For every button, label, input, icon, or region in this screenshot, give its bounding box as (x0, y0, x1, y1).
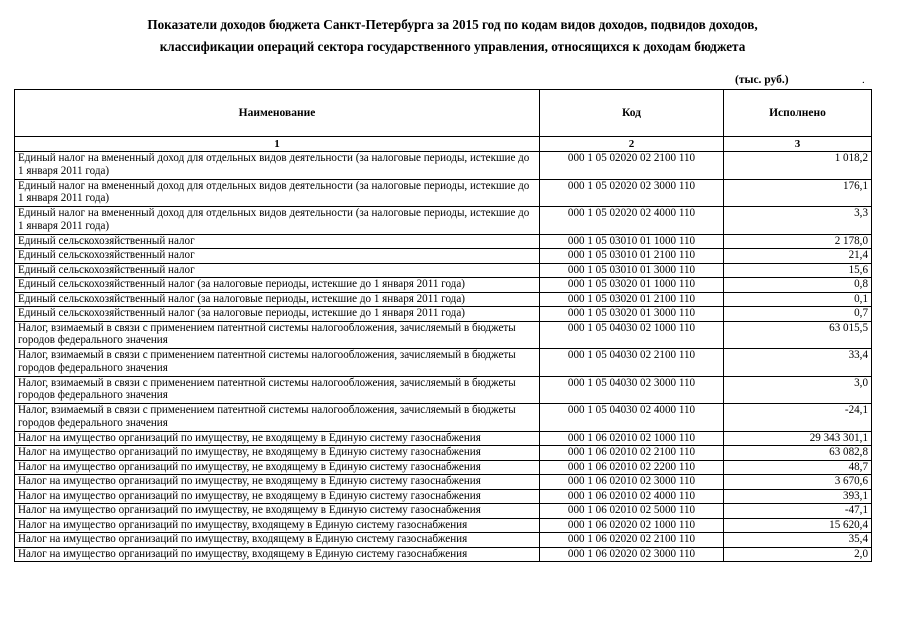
row-value: 48,7 (724, 460, 872, 475)
row-value: 21,4 (724, 249, 872, 264)
row-code: 000 1 06 02010 02 5000 110 (540, 504, 724, 519)
header-value: Исполнено (724, 90, 872, 137)
units-label: (тыс. руб.) (735, 74, 789, 86)
table-row (15, 307, 872, 322)
row-value: -24,1 (724, 404, 872, 432)
table-row (15, 446, 872, 461)
row-name: Налог на имущество организаций по имуществу, входящему в Единую систему газоснабжения (15, 547, 540, 562)
row-code: 000 1 06 02020 02 3000 110 (540, 547, 724, 562)
row-code: 000 1 05 03010 01 3000 110 (540, 263, 724, 278)
header-row (15, 90, 872, 137)
table-row (15, 533, 872, 548)
table-row (15, 475, 872, 490)
row-value: 33,4 (724, 349, 872, 377)
row-code: 000 1 05 02020 02 4000 110 (540, 207, 724, 235)
table-row (15, 547, 872, 562)
row-name: Налог на имущество организаций по имуществу, входящему в Единую систему газоснабжения (15, 518, 540, 533)
row-value: 2,0 (724, 547, 872, 562)
row-name: Налог на имущество организаций по имуществу, не входящему в Единую систему газоснабжения (15, 446, 540, 461)
title-line-2: классификации операций сектора государственного управления, относящихся к доходам бюджета (159, 39, 746, 54)
row-value: 29 343 301,1 (724, 431, 872, 446)
table-row (15, 349, 872, 377)
column-number-3: 3 (724, 137, 872, 152)
row-code: 000 1 06 02010 02 2100 110 (540, 446, 724, 461)
row-name: Налог на имущество организаций по имуществу, не входящему в Единую систему газоснабжения (15, 504, 540, 519)
column-number-1: 1 (15, 137, 540, 152)
row-value: 393,1 (724, 489, 872, 504)
row-name: Налог на имущество организаций по имуществу, не входящему в Единую систему газоснабжения (15, 431, 540, 446)
row-code: 000 1 06 02010 02 2200 110 (540, 460, 724, 475)
header-code: Код (540, 90, 724, 137)
table-row (15, 152, 872, 180)
row-name: Налог, взимаемый в связи с применением патентной системы налогообложения, зачисляемый в бюджеты городов федерального значения (15, 376, 540, 404)
row-code: 000 1 06 02010 02 4000 110 (540, 489, 724, 504)
row-code: 000 1 05 04030 02 4000 110 (540, 404, 724, 432)
row-value: 0,1 (724, 292, 872, 307)
row-name: Единый сельскохозяйственный налог (15, 263, 540, 278)
table-row (15, 278, 872, 293)
row-code: 000 1 06 02010 02 3000 110 (540, 475, 724, 490)
table-row (15, 431, 872, 446)
row-value: 0,8 (724, 278, 872, 293)
table-row (15, 207, 872, 235)
row-name: Налог на имущество организаций по имуществу, не входящему в Единую систему газоснабжения (15, 489, 540, 504)
table-row (15, 263, 872, 278)
table-row (15, 234, 872, 249)
row-code: 000 1 05 03020 01 1000 110 (540, 278, 724, 293)
row-code: 000 1 05 03010 01 2100 110 (540, 249, 724, 264)
table-row (15, 404, 872, 432)
row-name: Налог, взимаемый в связи с применением патентной системы налогообложения, зачисляемый в бюджеты городов федерального значения (15, 404, 540, 432)
row-name: Единый налог на вмененный доход для отдельных видов деятельности (за налоговые периоды, истекшие до 1 января 2011 года) (15, 207, 540, 235)
trailing-mark: . (862, 74, 865, 86)
column-number-row (15, 137, 872, 152)
row-value: 3 670,6 (724, 475, 872, 490)
row-name: Налог на имущество организаций по имуществу, не входящему в Единую систему газоснабжения (15, 460, 540, 475)
row-name: Налог на имущество организаций по имуществу, не входящему в Единую систему газоснабжения (15, 475, 540, 490)
row-value: 2 178,0 (724, 234, 872, 249)
row-value: 35,4 (724, 533, 872, 548)
row-name: Единый налог на вмененный доход для отдельных видов деятельности (за налоговые периоды, истекшие до 1 января 2011 года) (15, 179, 540, 207)
row-code: 000 1 05 04030 02 3000 110 (540, 376, 724, 404)
table-row (15, 249, 872, 264)
row-code: 000 1 05 03020 01 3000 110 (540, 307, 724, 322)
row-value: -47,1 (724, 504, 872, 519)
row-code: 000 1 06 02020 02 2100 110 (540, 533, 724, 548)
row-name: Единый сельскохозяйственный налог (за налоговые периоды, истекшие до 1 января 2011 года) (15, 278, 540, 293)
row-name: Единый сельскохозяйственный налог (15, 234, 540, 249)
row-code: 000 1 05 04030 02 2100 110 (540, 349, 724, 377)
row-code: 000 1 05 02020 02 3000 110 (540, 179, 724, 207)
table-row (15, 460, 872, 475)
table-body (15, 152, 872, 562)
row-value: 0,7 (724, 307, 872, 322)
row-code: 000 1 05 04030 02 1000 110 (540, 321, 724, 349)
table-row (15, 504, 872, 519)
table-row (15, 489, 872, 504)
row-value: 63 082,8 (724, 446, 872, 461)
row-code: 000 1 06 02010 02 1000 110 (540, 431, 724, 446)
row-name: Налог, взимаемый в связи с применением патентной системы налогообложения, зачисляемый в бюджеты городов федерального значения (15, 321, 540, 349)
row-name: Налог, взимаемый в связи с применением патентной системы налогообложения, зачисляемый в бюджеты городов федерального значения (15, 349, 540, 377)
table-row (15, 376, 872, 404)
table-row (15, 321, 872, 349)
row-value: 15 620,4 (724, 518, 872, 533)
row-value: 15,6 (724, 263, 872, 278)
row-value: 63 015,5 (724, 321, 872, 349)
document-title (0, 14, 905, 58)
row-value: 1 018,2 (724, 152, 872, 180)
title-line-1: Показатели доходов бюджета Санкт-Петербурга за 2015 год по кодам видов доходов, подвидов доходов, (147, 17, 758, 32)
table-row (15, 292, 872, 307)
row-code: 000 1 05 03010 01 1000 110 (540, 234, 724, 249)
row-name: Единый сельскохозяйственный налог (за налоговые периоды, истекшие до 1 января 2011 года) (15, 307, 540, 322)
row-value: 3,3 (724, 207, 872, 235)
row-name: Налог на имущество организаций по имуществу, входящему в Единую систему газоснабжения (15, 533, 540, 548)
row-code: 000 1 06 02020 02 1000 110 (540, 518, 724, 533)
table-row (15, 179, 872, 207)
header-name: Наименование (15, 90, 540, 137)
revenue-table (14, 89, 872, 562)
table-row (15, 518, 872, 533)
row-code: 000 1 05 02020 02 2100 110 (540, 152, 724, 180)
row-name: Единый налог на вмененный доход для отдельных видов деятельности (за налоговые периоды, истекшие до 1 января 2011 года) (15, 152, 540, 180)
column-number-2: 2 (540, 137, 724, 152)
row-name: Единый сельскохозяйственный налог (15, 249, 540, 264)
row-code: 000 1 05 03020 01 2100 110 (540, 292, 724, 307)
row-value: 176,1 (724, 179, 872, 207)
row-name: Единый сельскохозяйственный налог (за налоговые периоды, истекшие до 1 января 2011 года) (15, 292, 540, 307)
row-value: 3,0 (724, 376, 872, 404)
